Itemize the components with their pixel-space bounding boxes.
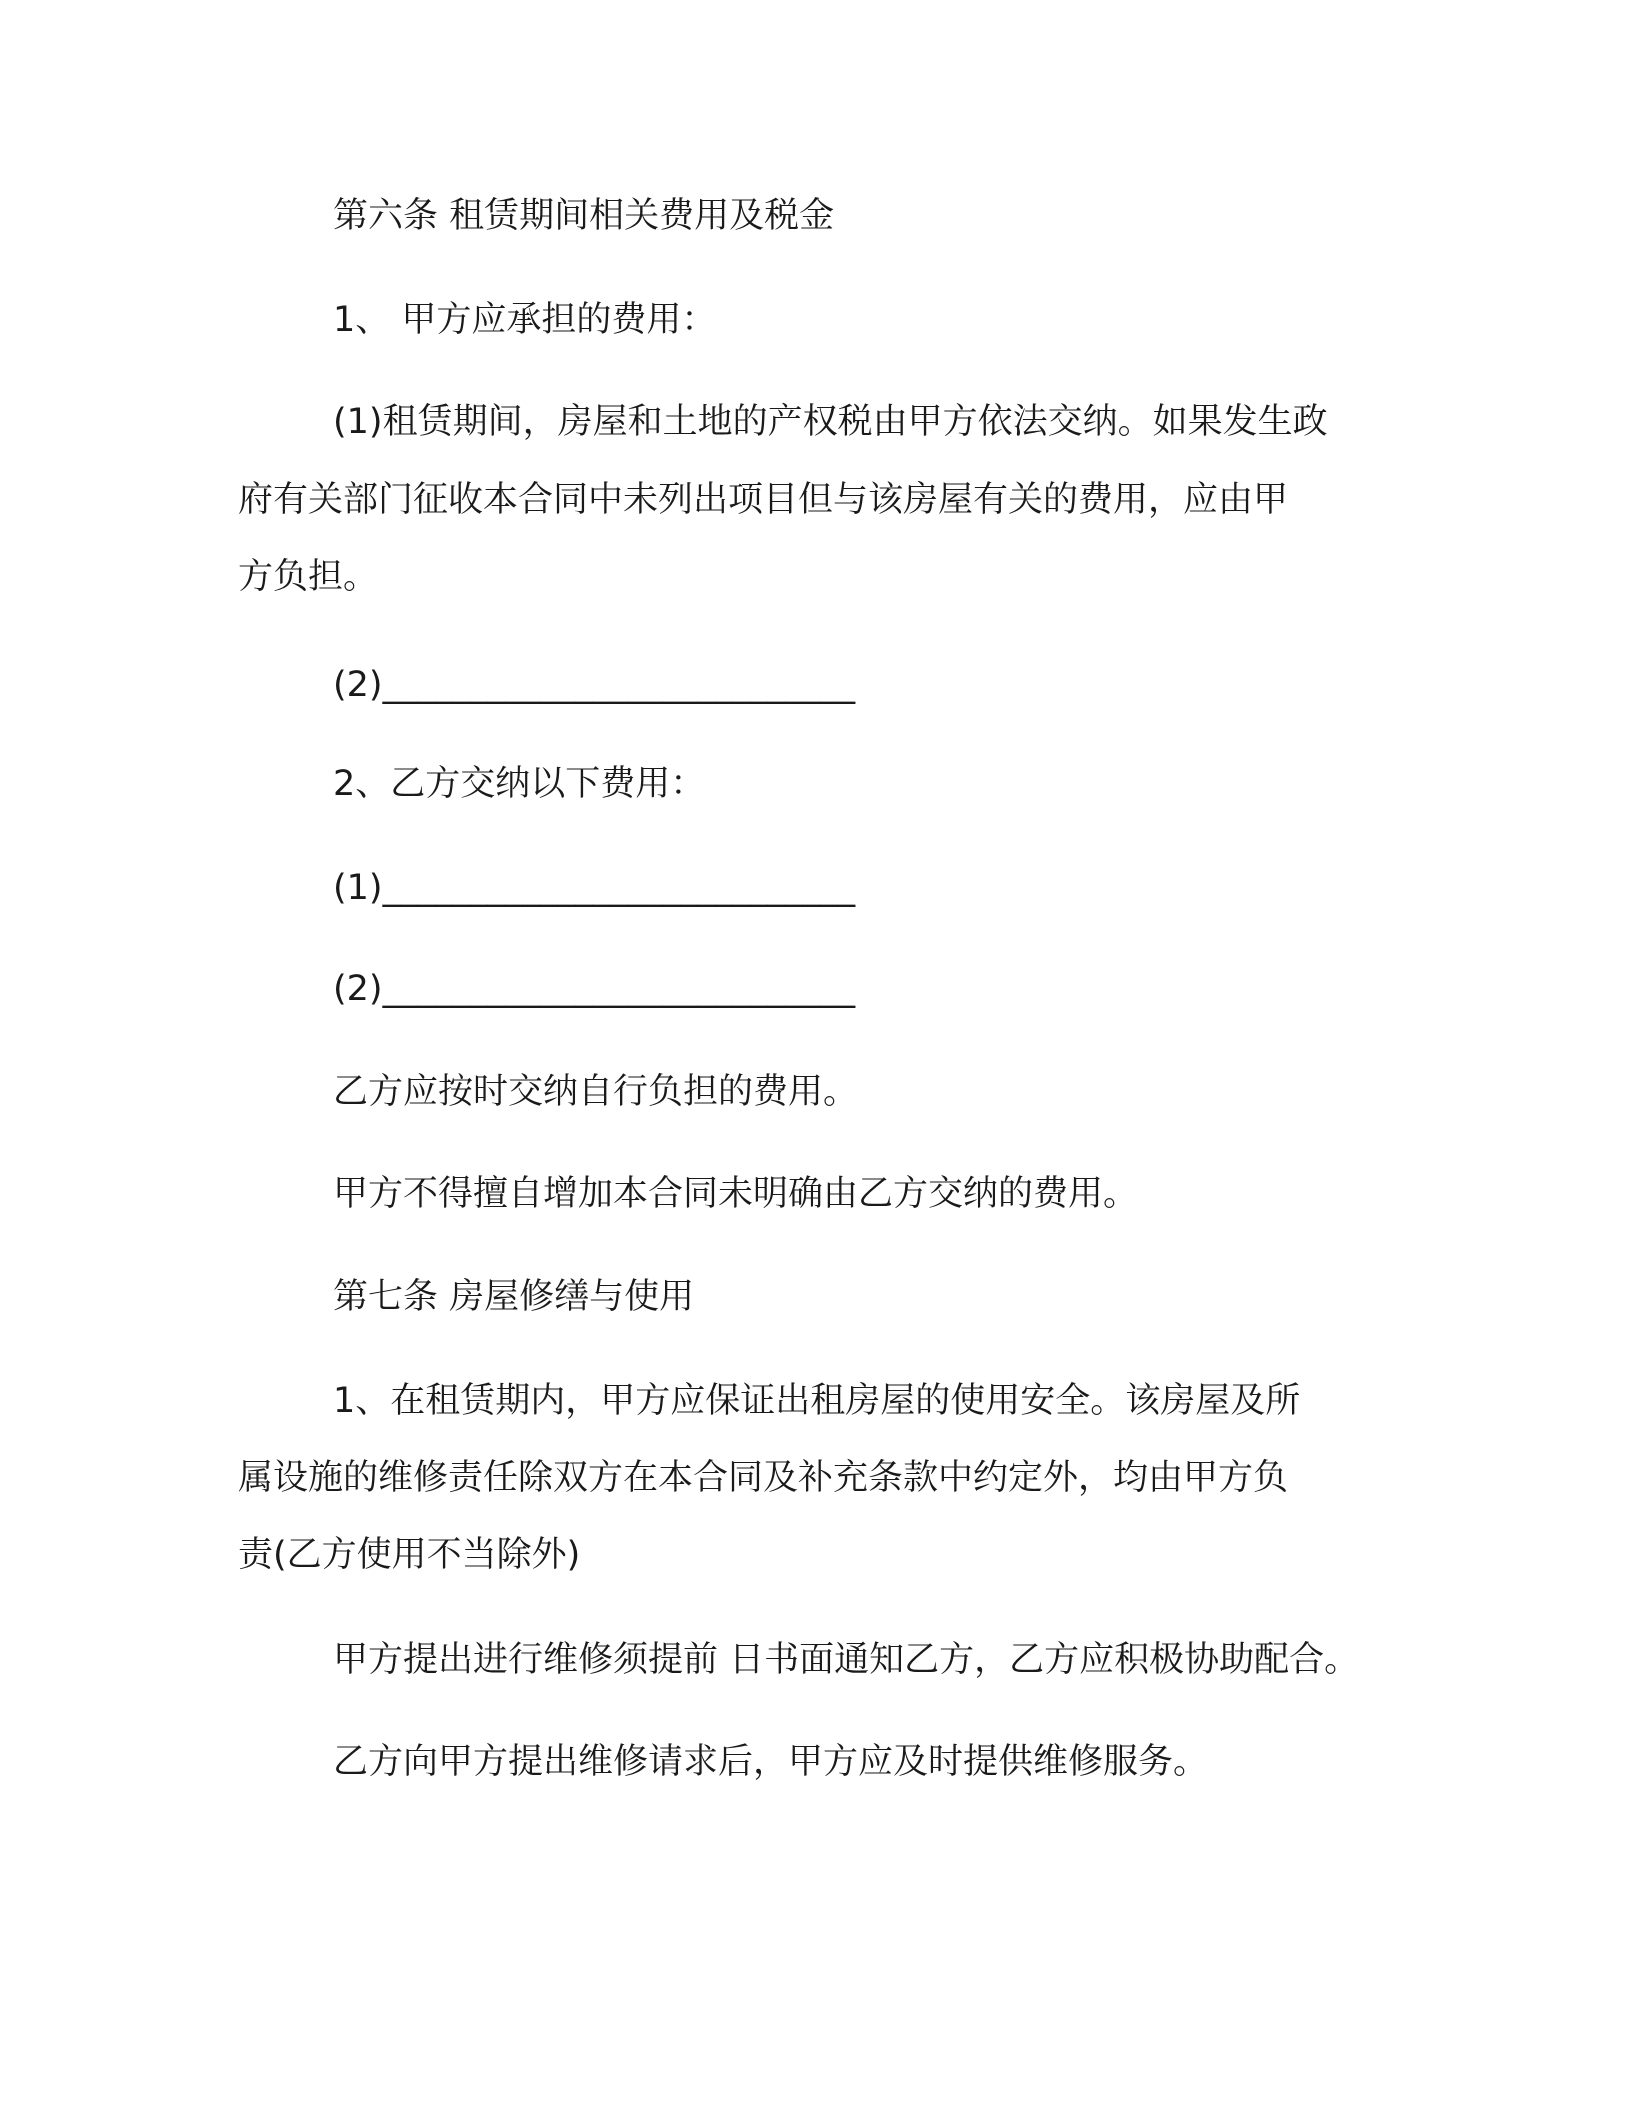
article-7-item-1-line-3: 责(乙方使用不当除外)	[238, 1535, 581, 1575]
article-7-paragraph-b: 乙方向甲方提出维修请求后，甲方应及时提供维修服务。	[333, 1742, 1209, 1782]
article-7-item-1-line-2: 属设施的维修责任除双方在本合同及补充条款中约定外，均由甲方负	[238, 1458, 1289, 1498]
article-6-item-1: 1、 甲方应承担的费用：	[333, 300, 717, 340]
article-6-item-1-1-line-1: (1)租赁期间，房屋和土地的产权税由甲方依法交纳。如果发生政	[333, 402, 1328, 442]
article-6-item-2: 2、乙方交纳以下费用：	[333, 764, 706, 804]
article-6-paragraph-b: 甲方不得擅自增加本合同未明确由乙方交纳的费用。	[333, 1174, 1139, 1214]
article-7-paragraph-a: 甲方提出进行维修须提前 日书面通知乙方，乙方应积极协助配合。	[333, 1640, 1360, 1680]
article-6-paragraph-a: 乙方应按时交纳自行负担的费用。	[333, 1072, 859, 1112]
article-6-item-1-2-blank: (2)___________________________	[333, 665, 856, 705]
article-6-item-1-1-line-2: 府有关部门征收本合同中未列出项目但与该房屋有关的费用，应由甲	[238, 480, 1289, 520]
article-7-title: 第七条 房屋修缮与使用	[333, 1277, 695, 1317]
article-6-item-1-1-line-3: 方负担。	[238, 557, 379, 597]
article-6-item-2-2-blank: (2)___________________________	[333, 969, 856, 1009]
article-6-title: 第六条 租赁期间相关费用及税金	[333, 196, 835, 236]
article-6-item-2-1-blank: (1)___________________________	[333, 868, 856, 908]
article-7-item-1-line-1: 1、在租赁期内，甲方应保证出租房屋的使用安全。该房屋及所	[333, 1381, 1301, 1421]
